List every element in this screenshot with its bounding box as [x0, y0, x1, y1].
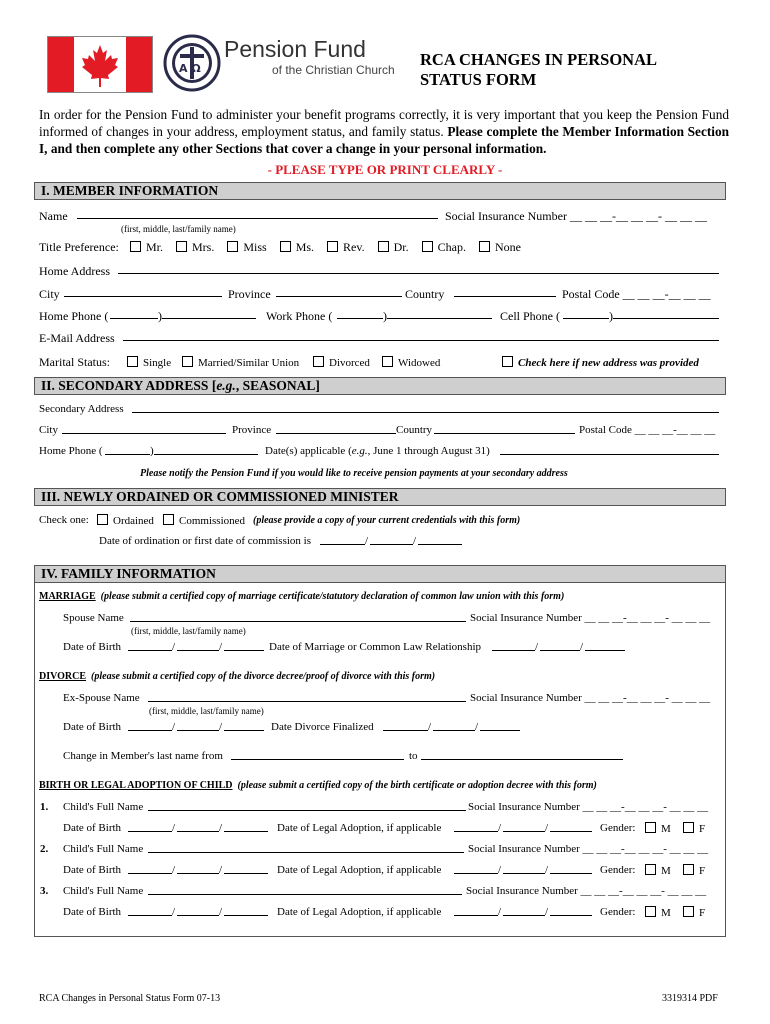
- checkbox[interactable]: [327, 241, 338, 252]
- name-label: Name: [39, 209, 68, 223]
- spouse-sin-label: Social Insurance Number __ __ __-__ __ __- __ __ __: [470, 612, 711, 624]
- slash: /: [413, 535, 417, 547]
- marital-divorced[interactable]: Divorced: [313, 356, 370, 369]
- home-phone-label: Home Phone (: [39, 309, 109, 323]
- title-option-ms[interactable]: Ms.: [280, 240, 314, 254]
- org-name: Pension Fund: [224, 36, 366, 62]
- child-2-dob-dd[interactable]: [177, 863, 219, 874]
- title-option-mrs[interactable]: Mrs.: [176, 240, 214, 254]
- child-3-gender-m[interactable]: M: [645, 906, 671, 919]
- child-3-adoption-dd[interactable]: [503, 905, 545, 916]
- name-change-from-field[interactable]: [231, 749, 404, 760]
- name-change-to-label: to: [409, 750, 418, 762]
- cell-phone-label: Cell Phone (: [500, 309, 560, 323]
- title-option-rev[interactable]: Rev.: [327, 240, 365, 254]
- child-2-dob-mm[interactable]: [128, 863, 172, 874]
- slash: /: [172, 641, 176, 653]
- child-1-dob-label: Date of Birth: [63, 822, 122, 834]
- child-3-dob-dd[interactable]: [177, 905, 219, 916]
- child-2-dob-label: Date of Birth: [63, 864, 122, 876]
- ex-spouse-dob-label: Date of Birth: [63, 721, 122, 733]
- slash: /: [219, 906, 223, 918]
- name-change-to-field[interactable]: [421, 749, 623, 760]
- slash: /: [172, 721, 176, 733]
- ex-spouse-dob-mm[interactable]: [128, 720, 172, 731]
- marriage-date-dd[interactable]: [540, 640, 580, 651]
- child-2-dob-yy[interactable]: [224, 863, 268, 874]
- secondary-address-field[interactable]: [132, 402, 719, 413]
- sec-home-phone-area[interactable]: [105, 444, 150, 455]
- form-title-line2: STATUS FORM: [420, 70, 537, 89]
- child-1-number: 1.: [40, 801, 49, 813]
- city-label: City: [39, 287, 60, 301]
- ordination-date-label: Date of ordination or first date of commission is: [99, 535, 312, 547]
- marriage-date-label: Date of Marriage or Common Law Relationship: [269, 641, 482, 653]
- work-phone-area[interactable]: [337, 308, 383, 319]
- city-field[interactable]: [64, 286, 222, 297]
- check-one-label: Check one:: [39, 514, 89, 526]
- child-2-gender-m[interactable]: M: [645, 864, 671, 877]
- sec-province-field[interactable]: [276, 423, 396, 434]
- marital-widowed[interactable]: Widowed: [382, 356, 440, 369]
- child-2-adoption-dd[interactable]: [503, 863, 545, 874]
- sec-city-label: City: [39, 424, 58, 436]
- child-3-dob-label: Date of Birth: [63, 906, 122, 918]
- sec-postal-label: Postal Code __ __ __-__ __ __: [579, 424, 716, 436]
- child-1-gender-label: Gender:: [600, 822, 636, 834]
- slash: /: [498, 864, 502, 876]
- country-field[interactable]: [454, 286, 556, 297]
- child-1-adoption-yy[interactable]: [550, 821, 592, 832]
- spouse-name-field[interactable]: [130, 611, 466, 622]
- form-title: [420, 50, 657, 90]
- title-option-dr[interactable]: Dr.: [378, 240, 409, 254]
- marital-label: Marital Status:: [39, 355, 110, 369]
- marriage-heading: MARRIAGE (please submit a certified copy of marriage certificate/statutory declaration of common law union with this form): [39, 591, 565, 602]
- slash: /: [428, 721, 432, 733]
- form-title-line1: RCA CHANGES IN PERSONAL: [420, 50, 657, 69]
- slash: /: [219, 721, 223, 733]
- checkbox[interactable]: [280, 241, 291, 252]
- child-1-adoption-dd[interactable]: [503, 821, 545, 832]
- secondary-notice: Please notify the Pension Fund if you would like to receive pension payments at your secondary address: [140, 468, 568, 479]
- ex-spouse-dob-yy[interactable]: [224, 720, 264, 731]
- name-field[interactable]: [77, 208, 438, 219]
- checkbox[interactable]: [227, 241, 238, 252]
- title-option-none[interactable]: None: [479, 240, 521, 254]
- section2-header: II. SECONDARY ADDRESS [e.g., SEASONAL]: [34, 377, 726, 395]
- email-label: E-Mail Address: [39, 331, 115, 345]
- title-option-chap[interactable]: Chap.: [422, 240, 466, 254]
- dates-applicable-label: Date(s) applicable (e.g., June 1 through August 31): [265, 445, 490, 457]
- slash: /: [545, 906, 549, 918]
- checkbox[interactable]: [163, 514, 174, 525]
- section4-header: IV. FAMILY INFORMATION: [34, 565, 726, 583]
- home-phone-area[interactable]: [110, 308, 158, 319]
- org-subtitle: of the Christian Church: [272, 63, 395, 77]
- country-label: Country: [405, 287, 445, 301]
- checkbox[interactable]: [313, 356, 324, 367]
- slash: /: [172, 906, 176, 918]
- checkbox[interactable]: [130, 241, 141, 252]
- spouse-dob-yy[interactable]: [224, 640, 264, 651]
- checkbox[interactable]: [97, 514, 108, 525]
- name-hint: (first, middle, last/family name): [121, 224, 236, 234]
- child-3-gender-f[interactable]: F: [683, 906, 705, 919]
- option-ordained[interactable]: Ordained: [97, 514, 154, 527]
- child-2-number: 2.: [40, 843, 49, 855]
- home-address-field[interactable]: [118, 263, 719, 274]
- child-1-adoption-mm[interactable]: [454, 821, 498, 832]
- child-3-dob-mm[interactable]: [128, 905, 172, 916]
- checkbox[interactable]: [479, 241, 490, 252]
- child-2-name-label: Child's Full Name: [63, 843, 144, 855]
- child-2-adoption-mm[interactable]: [454, 863, 498, 874]
- slash: /: [219, 641, 223, 653]
- divorce-heading: DIVORCE (please submit a certified copy of the divorce decree/proof of divorce with this form): [39, 671, 436, 682]
- marital-single[interactable]: Single: [127, 356, 171, 369]
- slash: /: [535, 641, 539, 653]
- paren-close: ): [383, 309, 387, 323]
- checkbox[interactable]: [176, 241, 187, 252]
- postal-code-label: Postal Code __ __ __-__ __ __: [562, 287, 711, 301]
- option-commissioned[interactable]: Commissioned: [163, 514, 245, 527]
- paren-close: ): [609, 309, 613, 323]
- spouse-name-label: Spouse Name: [63, 612, 124, 624]
- print-notice: - PLEASE TYPE OR PRINT CLEARLY -: [267, 162, 503, 177]
- logo-letters: A Ω: [179, 62, 201, 75]
- spouse-name-hint: (first, middle, last/family name): [131, 626, 246, 636]
- new-address-check[interactable]: Check here if new address was provided: [502, 356, 699, 369]
- child-1-gender-m[interactable]: M: [645, 822, 671, 835]
- child-3-number: 3.: [40, 885, 49, 897]
- work-phone-field[interactable]: [387, 308, 492, 319]
- child-1-dob-dd[interactable]: [177, 821, 219, 832]
- pension-fund-logo: [163, 34, 221, 92]
- dates-applicable-field[interactable]: [500, 444, 719, 455]
- child-3-name-label: Child's Full Name: [63, 885, 144, 897]
- cell-phone-field[interactable]: [613, 308, 719, 319]
- slash: /: [498, 822, 502, 834]
- ex-spouse-name-label: Ex-Spouse Name: [63, 692, 140, 704]
- title-options: [130, 240, 521, 255]
- divorce-date-dd[interactable]: [433, 720, 475, 731]
- marriage-date-mm[interactable]: [492, 640, 535, 651]
- slash: /: [475, 721, 479, 733]
- ex-spouse-name-field[interactable]: [148, 691, 466, 702]
- province-label: Province: [228, 287, 271, 301]
- slash: /: [580, 641, 584, 653]
- name-change-label: Change in Member's last name from: [63, 750, 223, 762]
- checkbox[interactable]: [382, 356, 393, 367]
- slash: /: [545, 822, 549, 834]
- ordination-date-yy[interactable]: [418, 534, 462, 545]
- paren-close: ): [158, 309, 162, 323]
- sec-country-field[interactable]: [434, 423, 575, 434]
- spouse-dob-mm[interactable]: [128, 640, 172, 651]
- ordination-date-mm[interactable]: [320, 534, 365, 545]
- intro-paragraph: [39, 106, 729, 157]
- spouse-dob-dd[interactable]: [177, 640, 219, 651]
- divorce-date-yy[interactable]: [480, 720, 520, 731]
- sec-country-label: Country: [396, 424, 433, 436]
- divorce-date-label: Date Divorce Finalized: [271, 721, 374, 733]
- sec-province-label: Province: [232, 424, 272, 436]
- ordination-date-dd[interactable]: [370, 534, 413, 545]
- home-address-label: Home Address: [39, 264, 110, 278]
- child-2-adoption-label: Date of Legal Adoption, if applicable: [277, 864, 442, 876]
- child-3-dob-yy[interactable]: [224, 905, 268, 916]
- child-2-adoption-yy[interactable]: [550, 863, 592, 874]
- child-2-name-field[interactable]: [148, 842, 464, 853]
- divorce-date-mm[interactable]: [383, 720, 428, 731]
- child-1-dob-mm[interactable]: [128, 821, 172, 832]
- title-option-mr[interactable]: Mr.: [130, 240, 163, 254]
- child-heading: BIRTH OR LEGAL ADOPTION OF CHILD (please submit a certified copy of the birth certificate or adoption decree with this form): [39, 780, 597, 791]
- section1-header: I. MEMBER INFORMATION: [34, 182, 726, 200]
- checkbox[interactable]: [683, 864, 694, 875]
- checkbox[interactable]: [127, 356, 138, 367]
- child-3-adoption-label: Date of Legal Adoption, if applicable: [277, 906, 442, 918]
- section3-header: III. NEWLY ORDAINED OR COMMISSIONED MINISTER: [34, 488, 726, 506]
- spouse-dob-label: Date of Birth: [63, 641, 122, 653]
- slash: /: [545, 864, 549, 876]
- child-1-adoption-label: Date of Legal Adoption, if applicable: [277, 822, 442, 834]
- child-2-gender-f[interactable]: F: [683, 864, 705, 877]
- child-3-adoption-mm[interactable]: [454, 905, 498, 916]
- child-3-sin-label: Social Insurance Number __ __ __-__ __ __- __ __ __: [466, 885, 707, 897]
- canada-flag: [47, 36, 153, 93]
- credentials-note: (please provide a copy of your current credentials with this form): [253, 515, 521, 526]
- title-option-miss[interactable]: Miss: [227, 240, 266, 254]
- child-2-sin-label: Social Insurance Number __ __ __-__ __ __- __ __ __: [468, 843, 709, 855]
- child-1-gender-f[interactable]: F: [683, 822, 705, 835]
- child-1-name-label: Child's Full Name: [63, 801, 144, 813]
- home-phone-field[interactable]: [162, 308, 256, 319]
- marital-married[interactable]: Married/Similar Union: [182, 356, 299, 369]
- slash: /: [365, 535, 369, 547]
- child-1-name-field[interactable]: [148, 800, 466, 811]
- child-3-name-field[interactable]: [148, 884, 462, 895]
- intro-text: In order for the Pension Fund to administer your benefit programs correctly, it is very important that you keep the Pension Fund informed of changes in your address, employment status, and family status.: [39, 107, 729, 139]
- checkbox[interactable]: [378, 241, 389, 252]
- sec-home-phone-label: Home Phone (: [39, 445, 103, 457]
- work-phone-label: Work Phone (: [266, 309, 333, 323]
- checkbox[interactable]: [502, 356, 513, 367]
- intro-bold: Please complete the Member Information Section I, and then complete any other Sections that cover a change in your personal information.: [39, 124, 730, 156]
- checkbox[interactable]: [645, 822, 656, 833]
- province-field[interactable]: [276, 286, 402, 297]
- secondary-address-label: Secondary Address: [39, 403, 124, 415]
- paren-close: ): [150, 445, 154, 457]
- slash: /: [172, 822, 176, 834]
- checkbox[interactable]: [645, 906, 656, 917]
- slash: /: [219, 864, 223, 876]
- sin-label: Social Insurance Number __ __ __-__ __ __- __ __ __: [445, 209, 707, 223]
- cell-phone-area[interactable]: [563, 308, 609, 319]
- slash: /: [219, 822, 223, 834]
- marriage-date-yy[interactable]: [585, 640, 625, 651]
- slash: /: [172, 864, 176, 876]
- sec-city-field[interactable]: [62, 423, 226, 434]
- checkbox[interactable]: [683, 822, 694, 833]
- checkbox[interactable]: [182, 356, 193, 367]
- checkbox[interactable]: [645, 864, 656, 875]
- child-1-sin-label: Social Insurance Number __ __ __-__ __ __- __ __ __: [468, 801, 709, 813]
- ex-spouse-name-hint: (first, middle, last/family name): [149, 706, 264, 716]
- checkbox[interactable]: [683, 906, 694, 917]
- ex-spouse-dob-dd[interactable]: [177, 720, 219, 731]
- child-3-gender-label: Gender:: [600, 906, 636, 918]
- footer-doc-code: 3319314 PDF: [662, 993, 718, 1004]
- footer-form-id: RCA Changes in Personal Status Form 07-13: [39, 993, 221, 1004]
- child-3-adoption-yy[interactable]: [550, 905, 592, 916]
- email-field[interactable]: [123, 330, 719, 341]
- ex-spouse-sin-label: Social Insurance Number __ __ __-__ __ __- __ __ __: [470, 692, 711, 704]
- slash: /: [498, 906, 502, 918]
- child-1-dob-yy[interactable]: [224, 821, 268, 832]
- checkbox[interactable]: [422, 241, 433, 252]
- title-pref-label: Title Preference:: [39, 240, 119, 254]
- child-2-gender-label: Gender:: [600, 864, 636, 876]
- sec-home-phone-field[interactable]: [154, 444, 258, 455]
